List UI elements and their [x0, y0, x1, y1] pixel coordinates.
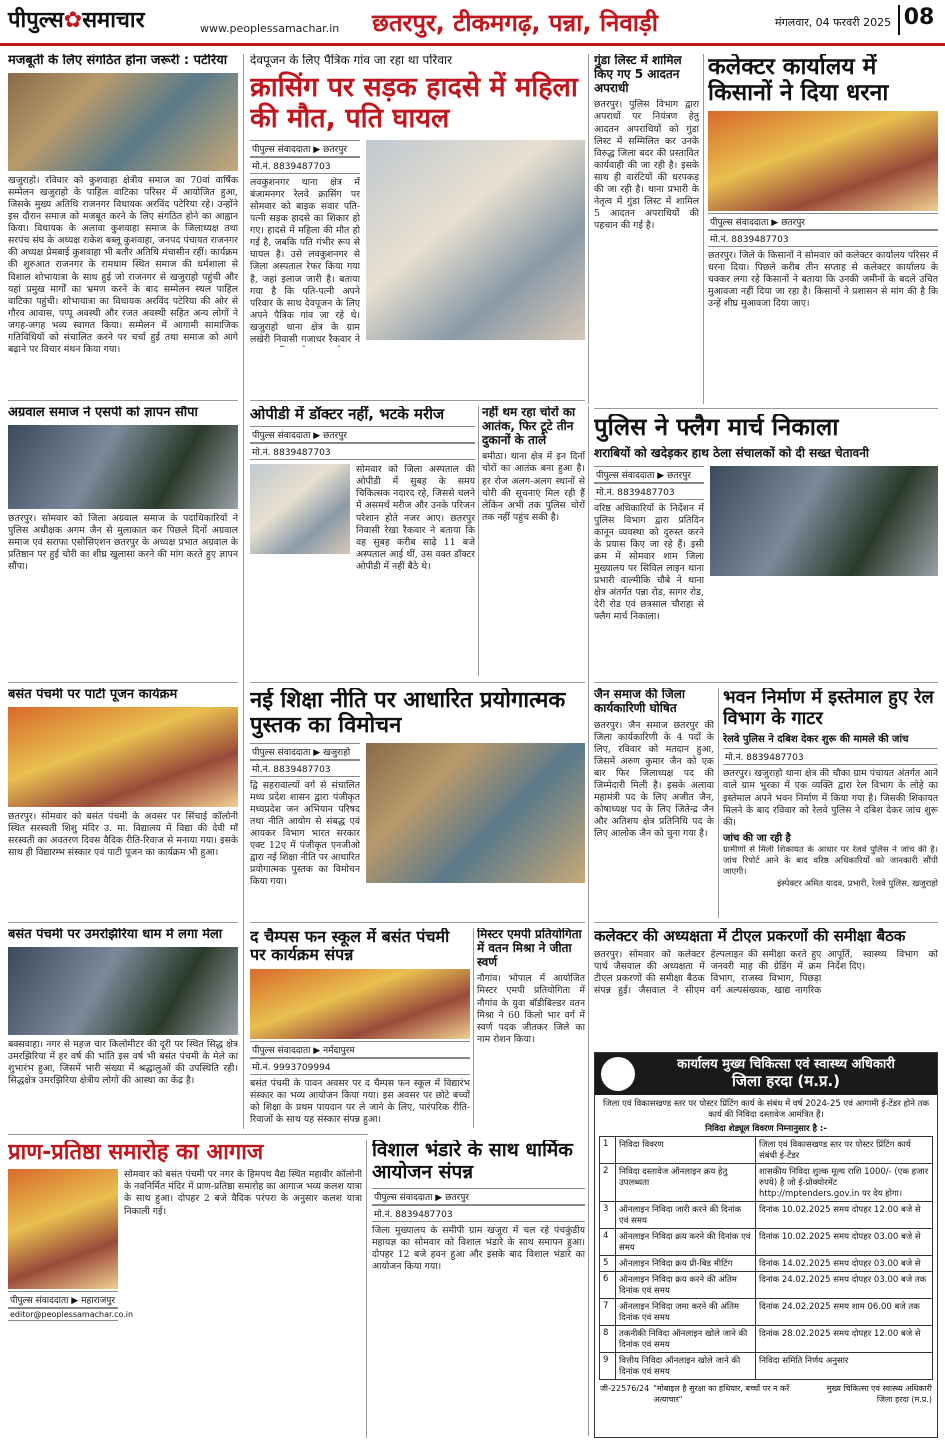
- tender-advertisement: [594, 1052, 938, 1438]
- byline-mobile: मो.नं. 8839487703: [708, 230, 938, 247]
- vimochan-photo: [366, 743, 585, 883]
- story-headline: क्रासिंग पर सड़क हादसे में महिला की मौत, पति घायल: [250, 71, 578, 134]
- byline-mobile: मो.नं. 8839487703: [594, 483, 704, 500]
- story-pati-pujan: [8, 688, 238, 918]
- story-body: छतरपुर। पुलिस विभाग द्वारा अपराधों पर नियंत्रण हेतु आदतन अपराधियों को गुंडा लिस्ट में सम्मिलित कर उनके विरुद्ध जिला बदर की प्रस्तावित कार्यवाही की जा रही है। इसके साथ ही वारंटियों की धरपकड़ की जा रही है। थाना प्रभारी के नेतृत्व में गुंडा लिस्ट में शामिल 5 आदतन अपराधियों की पहचान की गई है।: [594, 99, 699, 232]
- byline: पीपुल्स संवाददाता ▶ छतरपुर: [594, 466, 704, 483]
- byline: पीपुल्स संवाददाता ▶ छतरपुर: [708, 213, 938, 230]
- story-headline: मजबूती के लिए संगठित होना जरूरी : पटेरिया: [8, 54, 228, 68]
- masthead-logo: पीपुल्स✿समाचार: [8, 8, 145, 33]
- story-kisan-dharna: [708, 54, 938, 394]
- tender-row: [600, 1326, 933, 1353]
- masthead-region: छतरपुर, टीकमगढ़, पन्ना, निवाड़ी: [372, 9, 658, 37]
- story-opd: [250, 406, 475, 676]
- tender-footer-code: जी-22576/24: [600, 1384, 650, 1393]
- tender-row: [600, 1256, 933, 1272]
- tender-row-number: 7: [600, 1299, 616, 1326]
- tender-row-label: वित्तीय निविदा ऑनलाइन खोले जाने की दिनांक एवं समय: [616, 1353, 756, 1380]
- story-headline: भवन निर्माण में इस्तेमाल हुए रेल विभाग के गाटर: [723, 688, 934, 729]
- byline-mobile: मो.नं. 8839487703: [250, 157, 360, 174]
- story-body: बक्सवाहा। नगर से महज चार किलोमीटर की दूरी पर स्थित सिद्ध क्षेत्र उमरझिरिया में हर वर्ष की भांति इस वर्ष भी बसंत पंचमी के मेले का शुभारंभ हुआ, जिसमें भारी संख्या में श्रद्धालुओं की उपस्थिति रही। सिद्धक्षेत्र उमरझिरिया क्षेत्रीय लोगों की आस्था का केंद्र है।: [8, 1038, 238, 1087]
- story-body: बमीठा। थाना क्षेत्र में इन दिनों चोरों का आतंक बना हुआ है। हर रोज अलग-अलग स्थानों से चोरी की सूचनाएं मिल रही हैं लेकिन अभी तक पुलिस चोरों तक नहीं पहुंच सकी है।: [482, 451, 585, 523]
- byline-mobile: मो.नं. 8839487703: [723, 748, 938, 765]
- story-body: द्वि सहरावाल्यों वर्ग से संचालित मध्य प्रदेश शासन द्वारा पंजीकृत मध्यप्रदेश जन अभियान परिषद तथा नीति आयोग से संबद्ध एवं आयकर विभाग भारत सरकार एक्ट 12ए में पंजीकृत एनजीओ द्वारा नई शिक्षा नीति पर आधारित प्रयोगात्मक पुस्तक का विमोचन किया गया।: [250, 779, 360, 888]
- health-logo-icon: [601, 1057, 635, 1091]
- byline: पीपुल्स संवाददाता ▶ छतरपुर: [250, 426, 475, 443]
- story-body: सोमवार को जिला अस्पताल की ओपीडी में सुबह के समय चिकित्सक नदारद रहे, जिससे चलने में असमर्थ मरीज और उनके परिजन परेशान होते नजर आए। छतरपुर निवासी रेखा रैकवार ने बताया कि वह सुबह करीब साढ़े 11 बजे अस्पताल आई थीं, उस वक्त डॉक्टर ओपीडी में नहीं बैठे थे।: [356, 464, 475, 572]
- tender-row-label: तकनीकी निविदा ऑनलाइन खोले जाने की दिनांक एवं समय: [616, 1326, 756, 1353]
- story-umarjhiriya: [8, 928, 238, 1128]
- tender-row-number: 6: [600, 1272, 616, 1299]
- story-headline: जैन समाज की जिला कार्यकारिणी घोषित: [594, 688, 685, 715]
- story-headline: मिस्टर एमपी प्रतियोगिता में वतन मिश्रा ने जीता स्वर्ण: [477, 928, 582, 969]
- story-crossing-accident: [250, 54, 585, 394]
- story-jain-samaj: [594, 688, 714, 918]
- tender-schedule-heading: निविदा शेड्यूल विवरण निम्नानुसार है :-: [705, 1124, 827, 1134]
- tender-row-number: 2: [600, 1164, 616, 1202]
- tender-intro: जिला एवं विकासखण्ड स्तर पर पोस्टर प्रिंटिंग कार्य के संबंध में वर्ष 2024-25 एवं आगामी ई-टेंडर होने तक कार्य की निविदा दस्तावेज आमंत्रित हैं।: [602, 1099, 930, 1120]
- story-headline: गुंडा लिस्ट में शामिल किए गए 5 आदतन अपराधी: [594, 54, 682, 95]
- gyapan-photo: [8, 425, 238, 509]
- story-rail-gatar: [723, 688, 938, 918]
- tender-row-value: दिनांक 10.02.2025 समय दोपहर 03.00 बजे से: [756, 1229, 933, 1256]
- tender-row-number: 1: [600, 1137, 616, 1164]
- tender-row: [600, 1229, 933, 1256]
- story-body: छतरपुर। सोमवार को जिला अग्रवाल समाज के पदाधिकारियों ने पुलिस अधीक्षक अगम जैन से मुलाकात कर पिछले दिनों अग्रवाल समाज एवं सराफा एसोसिएशन छतरपुर के अध्यक्ष प्रभात अग्रवाल के प्रतिष्ठान पर हुई चोरी का शीघ्र खुलासा करने की मांग करते हुए ज्ञापन सौंपा।: [8, 512, 238, 573]
- byline: पीपुल्स संवाददाता ▶ महाराजपुर: [8, 1291, 118, 1308]
- story-headline: नहीं थम रहा चोरों का आतंक, फिर टूटे तीन दुकानों के ताले: [482, 406, 576, 447]
- tender-row-value: दिनांक 24.02.2025 समय शाम 06.00 बजे तक: [756, 1299, 933, 1326]
- story-body: नौगांव। भोपाल में आयोजित मिस्टर एमपी प्रतियोगिता में नौगांव के युवा बॉडीबिल्डर वतन मिश्रा ने 60 किलो भार वर्ग में स्वर्ण पदक जीतकर जिले का नाम रोशन किया।: [477, 973, 585, 1045]
- story-body: लवकुशनगर थाना क्षेत्र में बंजामनगर रेलवे क्रासिंग पर सोमवार को बाइक सवार पति-पत्नी सड़क हादसे का शिकार हो गए। हादसे में महिला की मौत हो गई है, जबकि पति गंभीर रूप से घायल है। उसे लवकुशनगर से जिला अस्पताल रेफर किया गया है, जहां इलाज जारी है। बताया गया है कि पति-पत्नी अपने परिवार के साथ देवपूजन के लिए अपने पैत्रिक गांव जा रहे थे। खजुराहो थाना क्षेत्र के ग्राम लखेरी निवासी गजाधर रैकवार ने: [250, 176, 360, 345]
- tender-row: [600, 1202, 933, 1229]
- tender-row-number: 9: [600, 1353, 616, 1380]
- tender-footer-note: "मोबाइल है सुरक्षा का हथियार, बच्चों पर न करें अत्याचार": [653, 1384, 790, 1404]
- mela-photo: [8, 947, 238, 1035]
- dharna-photo: [708, 111, 938, 211]
- story-body: बसंत पंचमी के पावन अवसर पर द चैम्पस फन स्कूल में विद्यारंभ संस्कार का भव्य आयोजन किया गया। इस अवसर पर छोटे बच्चों को शिक्षा के प्रथम पायदान पर ले जाने के लिए, पारंपरिक रीति-रिवाजों के साथ यह संस्कार संपन्न हुआ।: [250, 1077, 470, 1126]
- tender-table: [599, 1136, 933, 1380]
- story-body: छतरपुर। सोमवार को बसंत पंचमी के अवसर पर सिंचाई कॉलोनी स्थित सरस्वती शिशु मंदिर उ. मा. विद्यालय में विद्या की देवी माँ सरस्वती का अवतरण दिवस वैदिक रीति-रिवाज से मनाया गया। इसके साथ ही विद्यारम्भ संस्कार एवं पाटी पूजन का कार्यक्रम भी हुआ।: [8, 810, 238, 859]
- tender-row-label: ऑनलाइन निविदा जमा करने की अंतिम दिनांक एवं समय: [616, 1299, 756, 1326]
- school-photo: [250, 969, 470, 1039]
- story-body: वरिष्ठ अधिकारियों के निर्देशन में पुलिस विभाग द्वारा प्रतिदिन कानून व्यवस्था को दुरुस्त करने के प्रयास किए जा रहे हैं। इसी क्रम में सोमवार शाम जिला मुख्यालय पर सिविल लाइन थाना प्रभारी वाल्मीकि चौबे ने थाना क्षेत्र अंतर्गत पन्ना रोड, सागर रोड, देरी रोड एवं छत्रसाल चौराहा से फ्लैग मार्च निकाला।: [594, 502, 704, 623]
- tender-row-value: निविदा समिति निर्णय अनुसार: [756, 1353, 933, 1380]
- story-body: छतरपुर। जैन समाज छतरपुर की जिला कार्यकारिणी के 4 पदों के लिए, रविवार को मतदान हुआ, जिसमें अरुण कुमार जैन को एक बार फिर जिलाध्यक्ष पद की जिम्मेदारी मिली है। इसके अलावा महामंत्री पद के लिए अजीत जैन, कोषाध्यक्ष पद के लिए जितेन्द्र जैन और अतिशय क्षेत्र प्रतिनिधि पद के लिए आलोक जैन को चुना गया है।: [594, 719, 714, 840]
- opd-photo: [250, 464, 350, 554]
- story-headline: नई शिक्षा नीति पर आधारित प्रयोगात्मक पुस्तक का विमोचन: [250, 688, 566, 739]
- story-chori: [482, 406, 585, 676]
- tender-row-value: दिनांक 24.02.2025 समय दोपहर 03.00 बजे तक: [756, 1272, 933, 1299]
- tender-row-value: शासकीय निविदा शुल्क मूल्य राशि 1000/- (एक हजार रुपये) है जो ई-प्रोक्योरमेंट http://mptenders.gov.in पर देय होगा।: [756, 1164, 933, 1202]
- story-body: सोमवार को बसंत पंचमी पर नगर के हिमपथ वैद्य स्थित महावीर कॉलोनी के नवनिर्मित मंदिर में प्राण-प्रतिष्ठा समारोह का आगाज भव्य कलश यात्रा के साथ हुआ। दोपहर 2 बजे वैदिक परंपरा के अनुसार कलश यात्रा निकाली गई।: [124, 1169, 362, 1217]
- tender-row-value: दिनांक 14.02.2025 समय दोपहर 03.00 बजे से: [756, 1256, 933, 1272]
- byline: पीपुल्स संवाददाता ▶ खजुराहो: [250, 743, 360, 760]
- story-headline: कलेक्टर की अध्यक्षता में टीएल प्रकरणों की समीक्षा बैठक: [594, 928, 906, 945]
- story-flag-march: [594, 414, 938, 676]
- story-headline: विशाल भंडारे के साथ धार्मिक आयोजन संपन्न: [372, 1140, 573, 1183]
- tender-row-label: ऑनलाइन निविदा जारी करने की दिनांक एवं समय: [616, 1202, 756, 1229]
- story-agrawal: [8, 406, 238, 676]
- quote-byline: इंस्पेक्टर अमित यादव, प्रभारी, रेलवे पुलिस, खजुराहो: [777, 878, 938, 889]
- tender-row-value: दिनांक 28.02.2025 समय दोपहर 12.00 बजे से: [756, 1326, 933, 1353]
- tender-row: [600, 1272, 933, 1299]
- sammelan-photo: [8, 73, 238, 171]
- tender-row: [600, 1353, 933, 1380]
- tender-row-label: ऑनलाइन निविदा क्रय प्री-बिड मीटिंग: [616, 1256, 756, 1272]
- story-body: छतरपुर। सोमवार को कलेक्टर पार्थ जैसवाल की अध्यक्षता में टीएल प्रकरणों की समीक्षा बैठक संपन्न हुई। जैसवाल ने सीएम हेल्पलाइन की समीक्षा करते हुए जनवरी माह की ग्रेडिंग में क्रम विभाग, राजस्व विभाग, पिछड़ा वर्ग अल्पसंख्यक, खाद्य नागरिक आपूर्ति, स्वास्थ्य विभाग को निर्देश दिए।: [594, 949, 938, 997]
- tender-row-number: 8: [600, 1326, 616, 1353]
- page-number: 08: [898, 5, 938, 35]
- story-patheria: [8, 54, 238, 394]
- tender-row-label: निविदा दस्तावेज ऑनलाइन क्रय हेतु उपलब्धता: [616, 1164, 756, 1202]
- byline-mobile: मो.नं. 8839487703: [372, 1205, 585, 1222]
- masthead-date: मंगलवार, 04 फरवरी 2025: [775, 16, 892, 29]
- byline-mobile: मो.नं. 8839487703: [250, 760, 360, 777]
- story-headline: अग्रवाल समाज ने एसपी को ज्ञापन सौंपा: [8, 406, 198, 420]
- story-headline: ओपीडी में डॉक्टर नहीं, भटके मरीज: [250, 406, 445, 423]
- tender-row-label: निविदा विवरण: [616, 1137, 756, 1164]
- tender-row-label: ऑनलाइन निविदा क्रय करने की दिनांक एवं समय: [616, 1229, 756, 1256]
- masthead: [0, 0, 945, 46]
- tender-row-number: 5: [600, 1256, 616, 1272]
- story-headline: पुलिस ने फ्लैग मार्च निकाला: [594, 414, 839, 441]
- byline: पीपुल्स संवाददाता ▶ छतरपुर: [372, 1188, 585, 1205]
- flag-march-photo: [710, 466, 938, 576]
- story-body: छतरपुर। खजुराहो थाना क्षेत्र की चौका ग्राम पंचायत अंतर्गत आने वाले ग्राम भुरका में एक व्यक्ति द्वारा रेल विभाग के लोहे का इस्तेमाल अपने भवन निर्माण में किया गया है। जिसकी शिकायत मिलने के बाद रविवार को रेलवे पुलिस ने दबिश देकर जांच शुरू की।: [723, 768, 938, 828]
- story-pustak-vimochan: [250, 688, 585, 918]
- story-champs-fun-school: [250, 928, 470, 1128]
- story-gunda-list: [594, 54, 699, 394]
- accident-photo: [366, 140, 585, 340]
- story-headline: प्राण-प्रतिष्ठा समारोह का आगाज: [8, 1140, 264, 1165]
- story-headline: बसंत पंचमी पर उमरझिरिया धाम में लगा मेला: [8, 928, 223, 942]
- story-kicker: देवपूजन के लिए पैत्रिक गांव जा रहा था परिवार: [250, 54, 453, 67]
- tender-row-value: दिनांक 10.02.2025 समय दोपहर 12.00 बजे से: [756, 1202, 933, 1229]
- story-body: खजुराहो। रविवार को कुशवाहा क्षेत्रीय समाज का 70वां वार्षिक सम्मेलन खजुराहो के पाहिल वाटिका परिसर में आयोजित हुआ, जिसके मुख्य अतिथि राजनगर विधायक अरविंद पटेरिया रहे। उन्होंने इस दौरान समाज को मजबूत करने के लिए संगठित होने का आह्वान किया। विधायक के अलावा कुशवाहा समाज के जिलाध्यक्ष तथा सरपंच संघ के अध्यक्ष राकेश बब्लू कुशवाहा, जनपद पंचायत राजनगर की अध्यक्ष प्रेमबाई कुशवाहा भी बतौर अतिथि मंचासीन रहीं। कार्यक्रम की शुरुआत राजनगर के रामधाम स्थित समाज की धर्मशाला से विशाल शोभायात्रा के साथ हुई जो राजनगर से खजुराहो पहुंची और यहां प्रमुख मार्गों का भ्रमण करने के बाद सम्मेलन स्थल पाहिल वाटिका पहुंची। शोभायात्रा का विधायक अरविंद पटेरिया की ओर से गौरव आवास, पप्पू अवस्थी और रजत अवस्थी सहित अन्य लोगों ने जगह-जगह भव्य स्वागत किया। सम्मेलन में आगामी सामाजिक गतिविधियों को संचालित करने पर चर्चा हुई तथा समाज को आगे बढ़ाने पर विचार मंथन किया गया।: [8, 174, 238, 356]
- editor-email[interactable]: editor@peoplessamachar.co.in: [10, 1310, 134, 1320]
- byline: पीपुल्स संवाददाता ▶ छतरपुर: [250, 140, 360, 157]
- masthead-url[interactable]: www.peoplessamachar.in: [200, 22, 340, 35]
- story-headline: कलेक्टर कार्यालय में किसानों ने दिया धरना: [708, 54, 889, 107]
- tender-row-value: जिला एवं विकासखण्ड स्तर पर पोस्टर प्रिंटिंग कार्य संबंधी ई-टेंडर: [756, 1137, 933, 1164]
- tender-footer-signatory: मुख्य चिकित्सा एवं स्वास्थ्य अधिकारी जिला हरदा (म.प्र.): [826, 1384, 932, 1404]
- tender-row-label: ऑनलाइन निविदा क्रय करने की अंतिम दिनांक एवं समय: [616, 1272, 756, 1299]
- kalash-yatra-photo: [8, 1169, 118, 1289]
- tender-row-number: 3: [600, 1202, 616, 1229]
- byline-mobile: मो.नं. 9993709994: [250, 1058, 470, 1075]
- byline-mobile: मो.नं. 8839487703: [250, 443, 475, 460]
- story-subhead: शराबियों को खदेड़कर हाथ ठेला संचालकों को दी सख्त चेतावनी: [594, 445, 869, 460]
- tender-row: [600, 1299, 933, 1326]
- byline: पीपुल्स संवाददाता ▶ नर्मदापुरम: [250, 1041, 470, 1058]
- story-tl-samiksha: [594, 928, 938, 1048]
- tender-row-number: 4: [600, 1229, 616, 1256]
- story-headline: बसंत पंचमी पर पाटी पूजन कार्यक्रम: [8, 688, 178, 702]
- story-body: जिला मुख्यालय के समीपी ग्राम खजुरा में चल रहे पंचकुंडीय महायज्ञ का सोमवार को विशाल भंडारे के साथ समापन हुआ। दोपहर 12 बजे हवन हुआ और इसके बाद विशाल भंडारे का आयोजन किया गया।: [372, 1224, 585, 1272]
- story-subhead: रेलवे पुलिस ने दबिश देकर शुरू की मामले की जांच: [723, 734, 909, 746]
- story-mister-mp: [477, 928, 585, 1128]
- pujan-photo: [8, 707, 238, 807]
- story-body: छतरपुर। जिले के किसानों ने सोमवार को कलेक्टर कार्यालय परिसर में धरना दिया। पिछले करीब तीन सप्ताह से कलेक्टर कार्यालय के चक्कर लगा रहे किसानों ने बताया कि उनकी जमीनों के बदले उचित मुआवजा नहीं दिया जा रहा है। किसानों ने प्रशासन से मांग की है कि उन्हें शीघ्र मुआवजा दिया जाए।: [708, 249, 938, 310]
- tender-subtitle: जिला हरदा (म.प्र.): [731, 1071, 841, 1090]
- story-bhandara: [372, 1140, 585, 1438]
- quote-title: जांच की जा रही है: [723, 833, 791, 845]
- quote-body: ग्रामीणों से मिली शिकायत के आधार पर रेलवे पुलिस ने जांच की है। जांच रिपोर्ट आने के बाद वरिष्ठ अधिकारियों को जानकारी सौंपी जाएगी।: [723, 844, 938, 877]
- tender-row: [600, 1164, 933, 1202]
- tender-row: [600, 1137, 933, 1164]
- story-pran-pratishtha: [8, 1140, 363, 1438]
- story-headline: द चैम्पस फन स्कूल में बसंत पंचमी पर कार्यक्रम संपन्न: [250, 928, 450, 965]
- tender-title: कार्यालय मुख्य चिकित्सा एवं स्वास्थ्य अधिकारी: [677, 1056, 895, 1072]
